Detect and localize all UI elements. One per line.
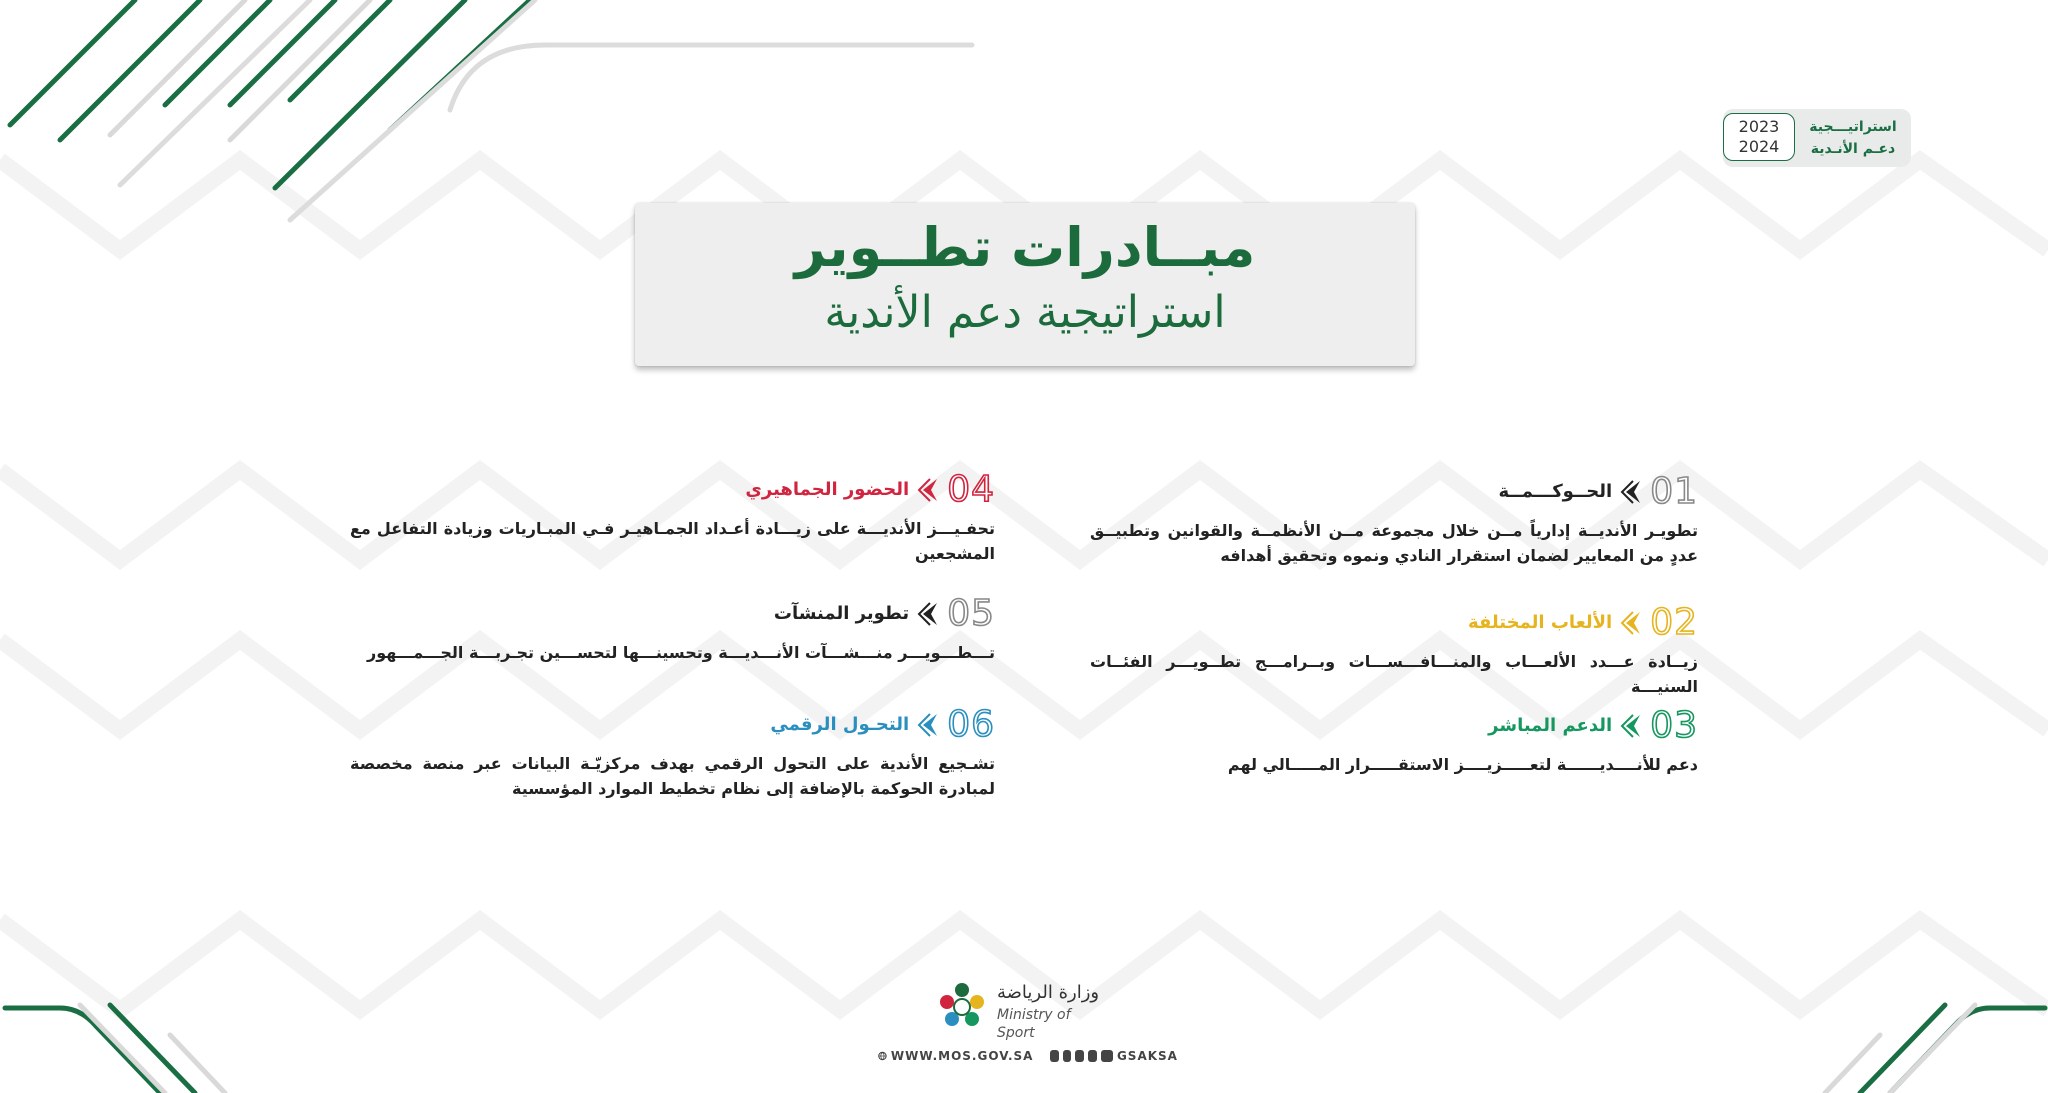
initiative-title: التحـول الرقمي [770,714,910,735]
badge-years [1723,113,1795,161]
initiative-number: 01 [1650,471,1698,512]
initiative-06 [350,705,995,801]
badge-year-end: 2024 [1738,137,1780,156]
initiative-number: 03 [1650,705,1698,746]
initiative-number: 06 [947,704,995,745]
initiative-description: زيــادة عـــدد الألعـــاب والمنـــافـــســـات وبــرامـــج تطــويـــر الفئــات السنيـــة [1090,652,1698,696]
badge-label-line1: استراتيـــجية [1809,119,1897,135]
badge-label [1801,116,1905,160]
x-icon[interactable] [1063,1050,1072,1062]
chevron-left-icon [917,477,939,503]
page-title: مبــادرات تطــوير [794,216,1256,279]
initiative-description: تـــطـــويـــر منـــشـــآت الأنـــديـــة وتحسينـــها لتحســـين تجـربـــة الجـــمـــهور [367,643,995,662]
initiative-description: تحفـيـــز الأنديـــة على زيـــادة أعـداد الجمـاهيـر فـي المبـاريات وزيادة التفاعل مع المشجعين [350,519,995,563]
initiative-title: الحــوكـــمــة [1498,481,1613,502]
footer-links [878,1048,1178,1064]
strategy-badge [1723,109,1911,167]
initiative-description: تطويـر الأنديــة إدارياً مــن خلال مجموعة مــن الأنظمــة والقوانين وتطبيــق عددٍ من المعايير لضمان استقرار النادي ونموه وتحقيق أهدافه [1090,521,1698,565]
initiative-title: الدعم المباشر [1488,715,1613,736]
initiative-04 [350,470,995,566]
initiative-description: دعم للأنــــديــــــة لتعـــــزيــــز الاستقـــــرار المـــــالي لهم [1227,755,1698,774]
badge-label-line2: دعـم الأنـدية [1810,141,1896,157]
initiative-05 [350,594,995,665]
chevron-left-icon [1620,479,1642,505]
initiative-number: 04 [947,469,995,510]
initiative-01 [1090,472,1698,568]
chevron-left-icon [917,712,939,738]
initiative-02 [1090,603,1698,699]
facebook-icon[interactable] [1050,1050,1059,1062]
initiative-03 [1090,706,1698,777]
title-card [635,203,1415,366]
social-handle[interactable]: GSAKSA [1116,1049,1178,1063]
website-link[interactable]: WWW.MOS.GOV.SA [890,1049,1034,1063]
page-subtitle: استراتيجية دعم الأندية [824,287,1226,338]
ministry-name-en: Ministry of Sport [997,1007,1071,1041]
initiative-title: تطوير المنشآت [773,603,910,624]
globe-icon [878,1050,887,1062]
initiative-description: تشـجيع الأندية على التحول الرقمي بهدف مركزيّـة البيانات عبر منصة مخصصة لمبادرة الحوكمة بالإضافة إلى نظام تخطيط الموارد المؤسسية [350,754,995,798]
ministry-name-ar: وزارة الرياضة [997,982,1100,1003]
instagram-icon[interactable] [1088,1050,1097,1062]
initiative-number: 02 [1650,602,1698,643]
ministry-logo [935,978,1105,1041]
ministry-emblem-icon [935,980,989,1030]
initiative-number: 05 [947,593,995,634]
chevron-left-icon [917,601,939,627]
initiative-title: الألعاب المختلفة [1468,612,1613,633]
chevron-left-icon [1620,713,1642,739]
initiative-title: الحضور الجماهيري [745,479,910,500]
badge-year-start: 2023 [1738,117,1780,136]
youtube-icon[interactable] [1101,1050,1113,1062]
chevron-left-icon [1620,610,1642,636]
snapchat-icon[interactable] [1075,1050,1084,1062]
